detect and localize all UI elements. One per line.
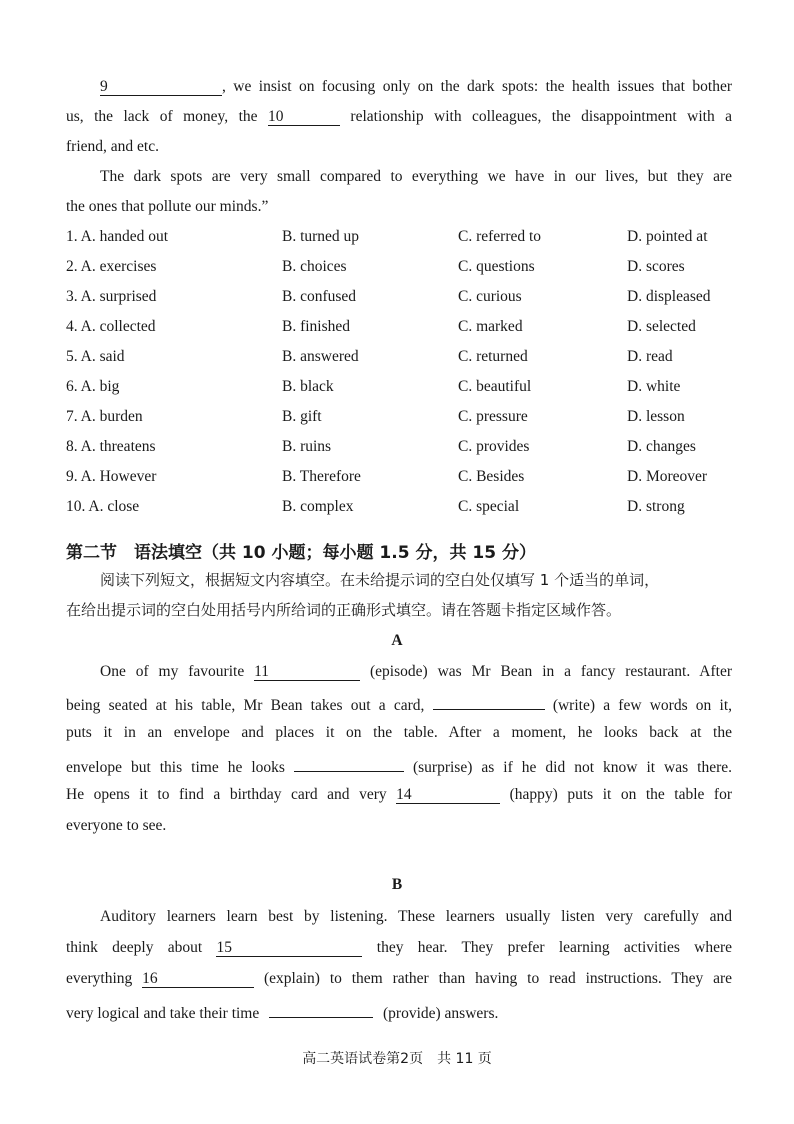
option-c: C. beautiful: [458, 378, 532, 395]
passage-b-line-3: [66, 969, 732, 989]
option-b: B. ruins: [282, 438, 332, 455]
option-c: C. questions: [458, 258, 535, 275]
passage-line-5: the ones that pollute our minds.”: [66, 198, 269, 215]
option-b: B. finished: [282, 318, 351, 335]
passage-text: very logical and take their time: [66, 1005, 260, 1022]
passage-line-1: [66, 77, 732, 97]
passage-a-line-3: puts it in an envelope and places it on the table. After a moment, he looks back at the: [66, 724, 732, 741]
passage-a-line-1: [66, 662, 732, 682]
passage-a-heading: A: [391, 632, 403, 649]
blank-17: [269, 1000, 373, 1018]
option-c: C. Besides: [458, 468, 525, 485]
option-d: D. scores: [627, 258, 685, 275]
option-b: B. turned up: [282, 228, 360, 245]
option-c: C. returned: [458, 348, 528, 365]
option-a: 3. A. surprised: [66, 288, 157, 305]
passage-line-2: [66, 107, 732, 127]
option-c: C. special: [458, 498, 520, 515]
passage-text: One of my favourite: [100, 663, 245, 680]
passage-line-4: The dark spots are very small compared to everything we have in our lives, but they are: [100, 168, 732, 185]
passage-text: (explain) to them rather than having to read instructions. They are: [264, 970, 732, 987]
option-d: D. displeased: [627, 288, 711, 305]
option-b: B. Therefore: [282, 468, 361, 485]
option-row: [66, 437, 746, 457]
option-d: D. read: [627, 348, 673, 365]
passage-text: (write) a few words on it,: [552, 697, 733, 714]
option-row: [66, 317, 746, 337]
passage-text: think deeply about: [66, 939, 203, 956]
blank-10: 10: [268, 108, 340, 126]
option-d: D. selected: [627, 318, 696, 335]
blank-11: 11: [254, 663, 360, 681]
passage-a-line-2: [66, 692, 732, 716]
option-a: 1. A. handed out: [66, 228, 169, 245]
passage-b-line-2: [66, 938, 732, 958]
option-a: 8. A. threatens: [66, 438, 156, 455]
option-c: C. marked: [458, 318, 523, 335]
passage-text: relationship with colleagues, the disappointment with a: [350, 108, 733, 125]
passage-line-3: friend, and etc.: [66, 138, 159, 155]
option-b: B. confused: [282, 288, 357, 305]
passage-text: (episode) was Mr Bean in a fancy restaurant. After: [370, 663, 732, 680]
passage-a-line-4: [66, 754, 732, 778]
option-b: B. choices: [282, 258, 347, 275]
blank-9: 9: [100, 78, 222, 96]
option-c: C. provides: [458, 438, 530, 455]
option-row: [66, 467, 746, 487]
passage-text: us, the lack of money, the: [66, 108, 258, 125]
passage-b-heading: B: [391, 876, 403, 893]
passage-text: He opens it to find a birthday card and very: [66, 786, 387, 803]
option-c: C. referred to: [458, 228, 542, 245]
option-a: 4. A. collected: [66, 318, 156, 335]
option-a: 2. A. exercises: [66, 258, 157, 275]
page-footer: 高二英语试卷第2页 共 11 页: [302, 1051, 492, 1067]
passage-text: being seated at his table, Mr Bean takes out a card,: [66, 697, 425, 714]
option-row: [66, 287, 746, 307]
passage-text: , we insist on focusing only on the dark spots: the health issues that bother: [222, 78, 732, 95]
option-a: 9. A. However: [66, 468, 157, 485]
passage-a-line-5: [66, 785, 732, 805]
passage-text: (provide) answers.: [383, 1005, 499, 1022]
blank-12: [433, 692, 545, 710]
passage-text: everything: [66, 970, 133, 987]
blank-16: 16: [142, 970, 254, 988]
blank-15: 15: [216, 939, 362, 957]
passage-text: envelope but this time he looks: [66, 759, 285, 776]
option-b: B. gift: [282, 408, 322, 425]
option-a: 6. A. big: [66, 378, 120, 395]
passage-b-line-1: Auditory learners learn best by listening. These learners usually listen very carefully and: [100, 908, 732, 925]
section-title: 第二节 语法填空（共 10 小题；每小题 1.5 分，共 15 分）: [66, 543, 536, 563]
option-row: [66, 407, 746, 427]
option-d: D. Moreover: [627, 468, 708, 485]
option-d: D. strong: [627, 498, 685, 515]
option-c: C. curious: [458, 288, 522, 305]
passage-text: (happy) puts it on the table for: [509, 786, 732, 803]
instruction-line-1: 阅读下列短文，根据短文内容填空。在未给提示词的空白处仅填写 1 个适当的单词，: [100, 571, 660, 589]
option-a: 10. A. close: [66, 498, 140, 515]
passage-b-line-4: [66, 1000, 732, 1024]
option-b: B. black: [282, 378, 334, 395]
option-d: D. white: [627, 378, 681, 395]
passage-text: (surprise) as if he did not know it was there.: [412, 759, 733, 776]
option-a: 5. A. said: [66, 348, 125, 365]
blank-14: 14: [396, 786, 500, 804]
passage-text: they hear. They prefer learning activities where: [376, 939, 733, 956]
option-row: [66, 497, 746, 517]
passage-a-line-6: everyone to see.: [66, 817, 167, 834]
option-c: C. pressure: [458, 408, 528, 425]
option-row: [66, 227, 746, 247]
option-b: B. answered: [282, 348, 359, 365]
option-d: D. changes: [627, 438, 696, 455]
blank-13: [294, 754, 404, 772]
option-row: [66, 257, 746, 277]
option-row: [66, 347, 746, 367]
option-b: B. complex: [282, 498, 354, 515]
option-row: [66, 377, 746, 397]
option-d: D. pointed at: [627, 228, 708, 245]
option-d: D. lesson: [627, 408, 685, 425]
option-a: 7. A. burden: [66, 408, 143, 425]
instruction-line-2: 在给出提示词的空白处用括号内所给词的正确形式填空。请在答题卡指定区域作答。: [66, 601, 622, 619]
